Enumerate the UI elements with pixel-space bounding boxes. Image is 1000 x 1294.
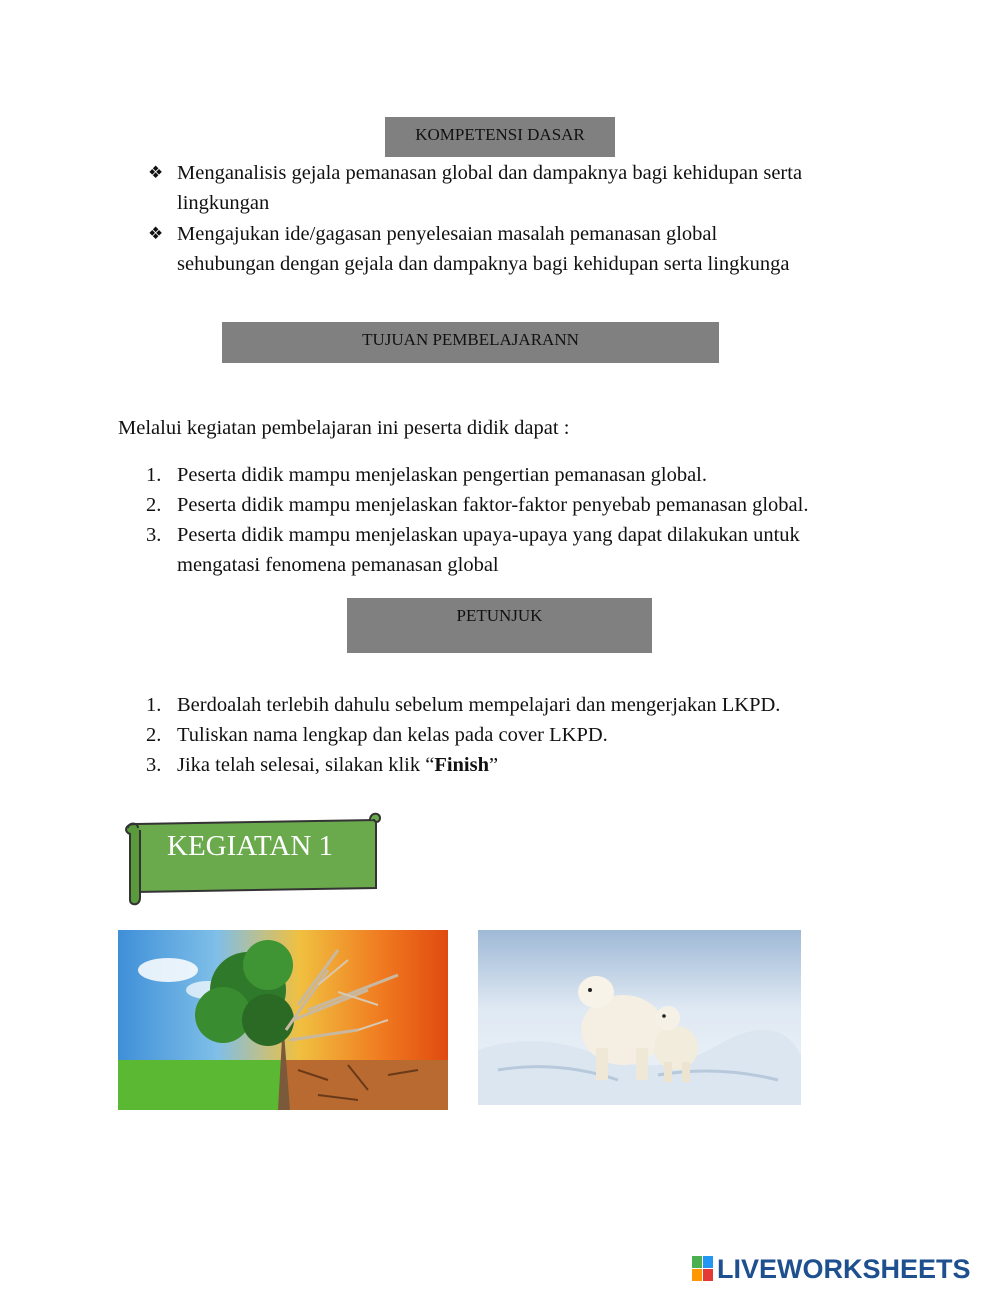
polar-bears-image <box>478 930 801 1105</box>
petunjuk-heading: PETUNJUK <box>456 606 543 625</box>
liveworksheets-logo <box>692 1255 971 1283</box>
tujuan-intro: Melalui kegiatan pembelajaran ini peserta didik dapat : <box>118 417 570 439</box>
petunjuk-heading-box <box>347 598 652 653</box>
kegiatan-label: KEGIATAN 1 <box>167 830 334 862</box>
tujuan-heading: TUJUAN PEMBELAJARANN <box>362 330 579 349</box>
liveworksheets-badge-icon <box>692 1256 714 1282</box>
kompetensi-heading-box <box>385 117 615 157</box>
diamond-bullet-icon: ❖ <box>148 224 164 243</box>
kompetensi-heading: KOMPETENSI DASAR <box>415 125 585 144</box>
logo-text: LIVEWORKSHEETS <box>717 1253 971 1284</box>
tujuan-heading-box <box>222 322 719 363</box>
climate-tree-image <box>118 930 448 1110</box>
diamond-bullet-icon: ❖ <box>148 163 164 182</box>
finish-keyword: Finish <box>434 754 490 776</box>
